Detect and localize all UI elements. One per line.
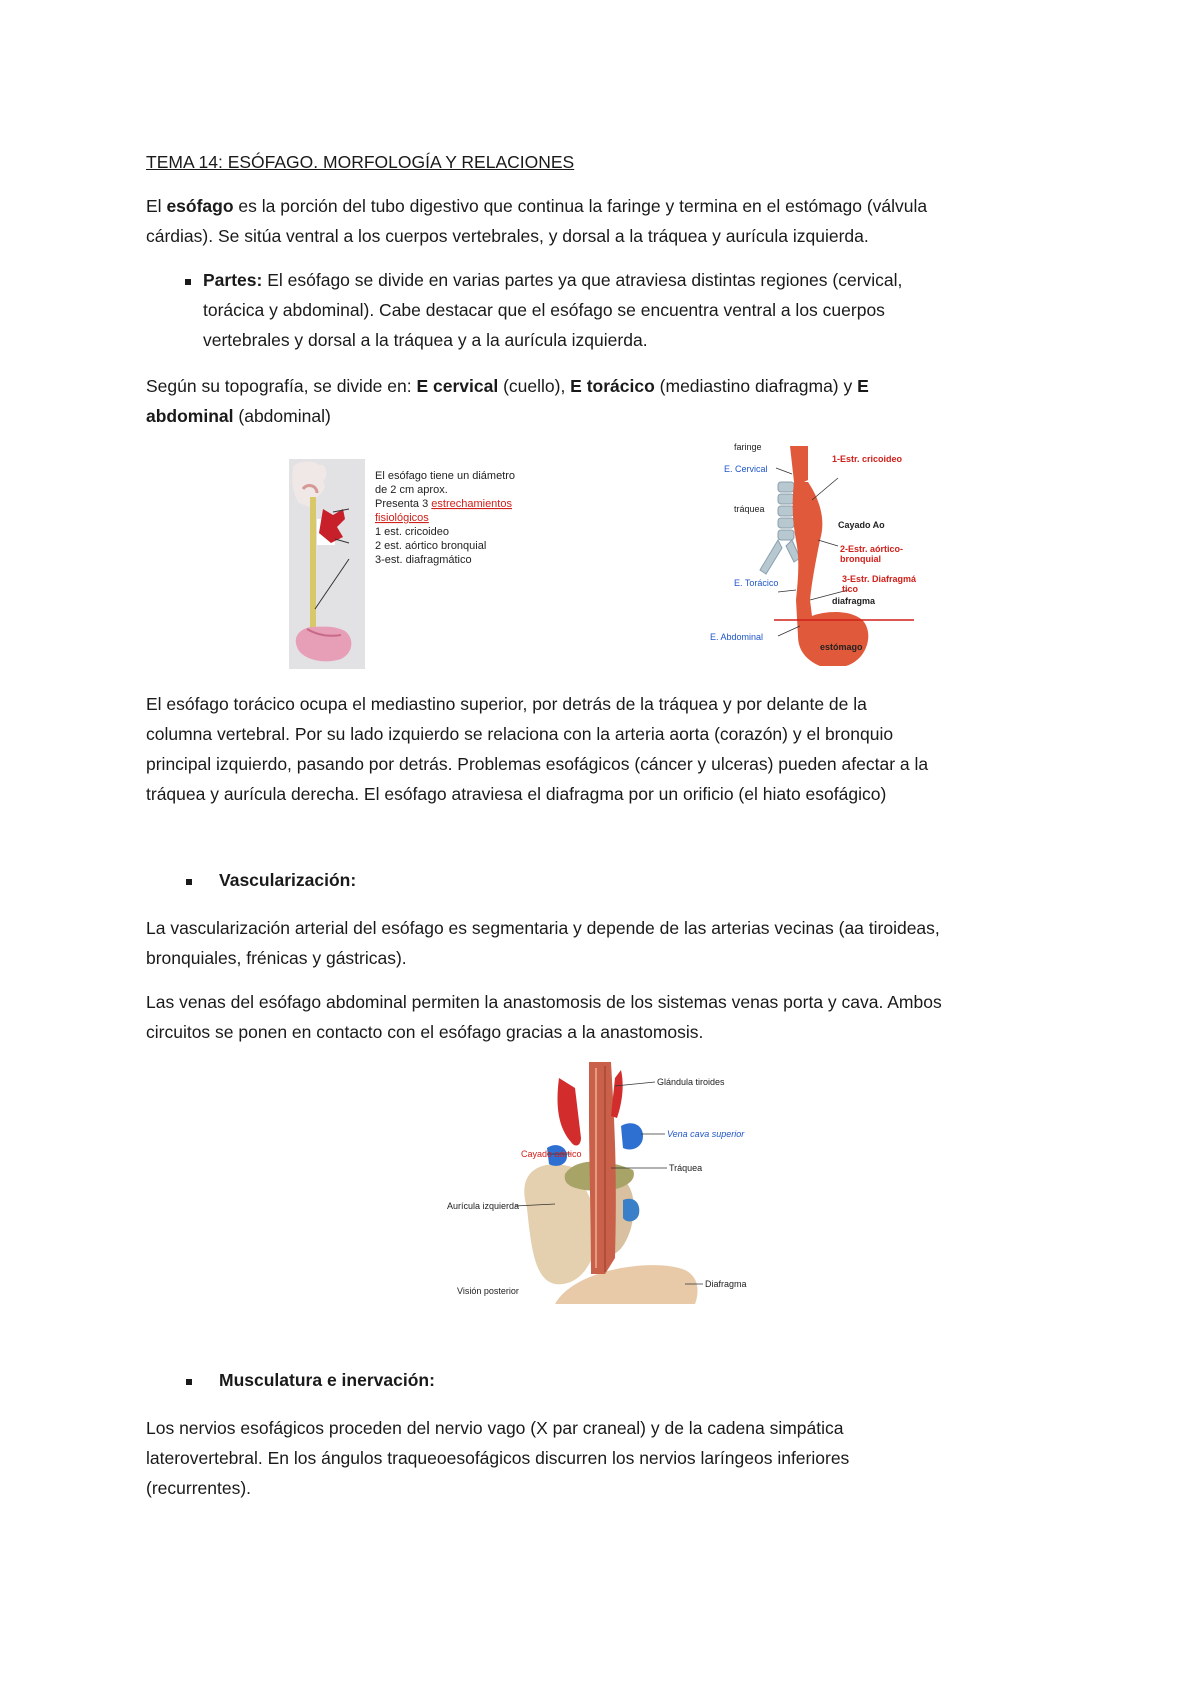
topografia-line-1: Según su topografía, se divide en: E cervical (cuello), E torácico (mediastino diafragma) y E <box>146 376 869 396</box>
bullet-musculatura <box>186 1379 192 1385</box>
fig3-vision: Visión posterior <box>457 1286 519 1296</box>
musculatura-line-1: Los nervios esofágicos proceden del nervio vago (X par craneal) y de la cadena simpática <box>146 1418 844 1438</box>
fig2-cayado: Cayado Ao <box>838 520 885 530</box>
musculatura-line-3: (recurrentes). <box>146 1478 252 1498</box>
musculatura-heading: Musculatura e inervación: <box>219 1370 435 1390</box>
bullet-partes <box>185 279 191 285</box>
fig3-vena-cava: Vena cava superior <box>667 1129 745 1139</box>
partes-line-2: torácica y abdominal). Cabe destacar que el esófago se encuentra ventral a los cuerpos <box>203 300 885 320</box>
fig1-line-6: 2 est. aórtico bronquial <box>375 540 487 552</box>
fig1-line-5: 1 est. cricoideo <box>375 526 449 538</box>
bullet-vascularizacion <box>186 879 192 885</box>
page-title: TEMA 14: ESÓFAGO. MORFOLOGÍA Y RELACIONES <box>146 152 575 172</box>
fig2-estr3a: 3-Estr. Diafragmá <box>842 574 917 584</box>
esophagus-diameter-illustration <box>289 459 545 669</box>
fig3-glandula: Glándula tiroides <box>657 1077 725 1087</box>
fig2-estr1: 1-Estr. cricoideo <box>832 454 903 464</box>
fig3-auricula: Aurícula izquierda <box>447 1201 520 1211</box>
fig3-cayado: Cayado aórtico <box>521 1149 582 1159</box>
fig3-traquea: Tráquea <box>669 1163 703 1173</box>
fig1-line-7: 3-est. diafragmático <box>375 554 472 566</box>
fig2-diafragma: diafragma <box>832 596 876 606</box>
fig2-traquea: tráquea <box>734 504 765 514</box>
fig2-cervical: E. Cervical <box>724 464 768 474</box>
fig2-estomago: estómago <box>820 642 863 652</box>
partes-line-3: vertebrales y dorsal a la tráquea y a la aurícula izquierda. <box>203 330 648 350</box>
fig1-line-2: de 2 cm aprox. <box>375 484 448 496</box>
partes-line-1: Partes: El esófago se divide en varias partes ya que atraviesa distintas regiones (cervical, <box>203 270 903 290</box>
figure-esophagus-posterior-view <box>447 1058 755 1304</box>
fig2-estr2a: 2-Estr. aórtico- <box>840 544 904 554</box>
vascularizacion-heading: Vascularización: <box>219 870 357 890</box>
toracico-line-3: principal izquierdo, pasando por detrás. Problemas esofágicos (cáncer y ulceras) pueden afectar a la <box>146 754 929 774</box>
vascularizacion-p1-line-1: La vascularización arterial del esófago es segmentaria y depende de las arterias vecinas (aa tiroideas, <box>146 918 940 938</box>
fig2-toracico: E. Torácico <box>734 578 779 588</box>
vascularizacion-p2-line-2: circuitos se ponen en contacto con el esófago gracias a la anastomosis. <box>146 1022 704 1042</box>
fig2-abdominal: E. Abdominal <box>710 632 764 642</box>
fig2-estr2b: bronquial <box>840 554 881 564</box>
fig2-estr3b: tico <box>842 584 859 594</box>
vascularizacion-p2-line-1: Las venas del esófago abdominal permiten la anastomosis de los sistemas venas porta y cava. Ambos <box>146 992 942 1012</box>
figure-esophagus-regions <box>708 440 918 670</box>
fig1-line-3: Presenta 3 estrechamientos <box>375 498 512 510</box>
intro-line-2: cárdias). Se sitúa ventral a los cuerpos vertebrales, y dorsal a la tráquea y aurícula izquierda. <box>146 226 869 246</box>
toracico-line-2: columna vertebral. Por su lado izquierdo se relaciona con la arteria aorta (corazón) y el bronquio <box>146 724 894 744</box>
fig1-line-4: fisiológicos <box>375 512 429 524</box>
intro-line-1: El esófago es la porción del tubo digestivo que continua la faringe y termina en el estómago (válvula <box>146 196 928 216</box>
toracico-line-4: tráquea y aurícula derecha. El esófago atraviesa el diafragma por un orificio (el hiato esofágico) <box>146 784 887 804</box>
musculatura-line-2: laterovertebral. En los ángulos traqueoesofágicos discurren los nervios laríngeos inferiores <box>146 1448 850 1468</box>
vascularizacion-p1-line-2: bronquiales, frénicas y gástricas). <box>146 948 407 968</box>
figure-esophagus-diameter <box>289 459 545 669</box>
esophagus-regions-illustration <box>708 440 918 670</box>
esophagus-posterior-illustration <box>447 1058 755 1304</box>
fig3-diafragma: Diafragma <box>705 1279 747 1289</box>
fig2-faringe: faringe <box>734 442 762 452</box>
fig1-line-1: El esófago tiene un diámetro <box>375 470 516 482</box>
toracico-line-1: El esófago torácico ocupa el mediastino superior, por detrás de la tráquea y por delante de la <box>146 694 867 714</box>
topografia-line-2: abdominal (abdominal) <box>146 406 331 426</box>
